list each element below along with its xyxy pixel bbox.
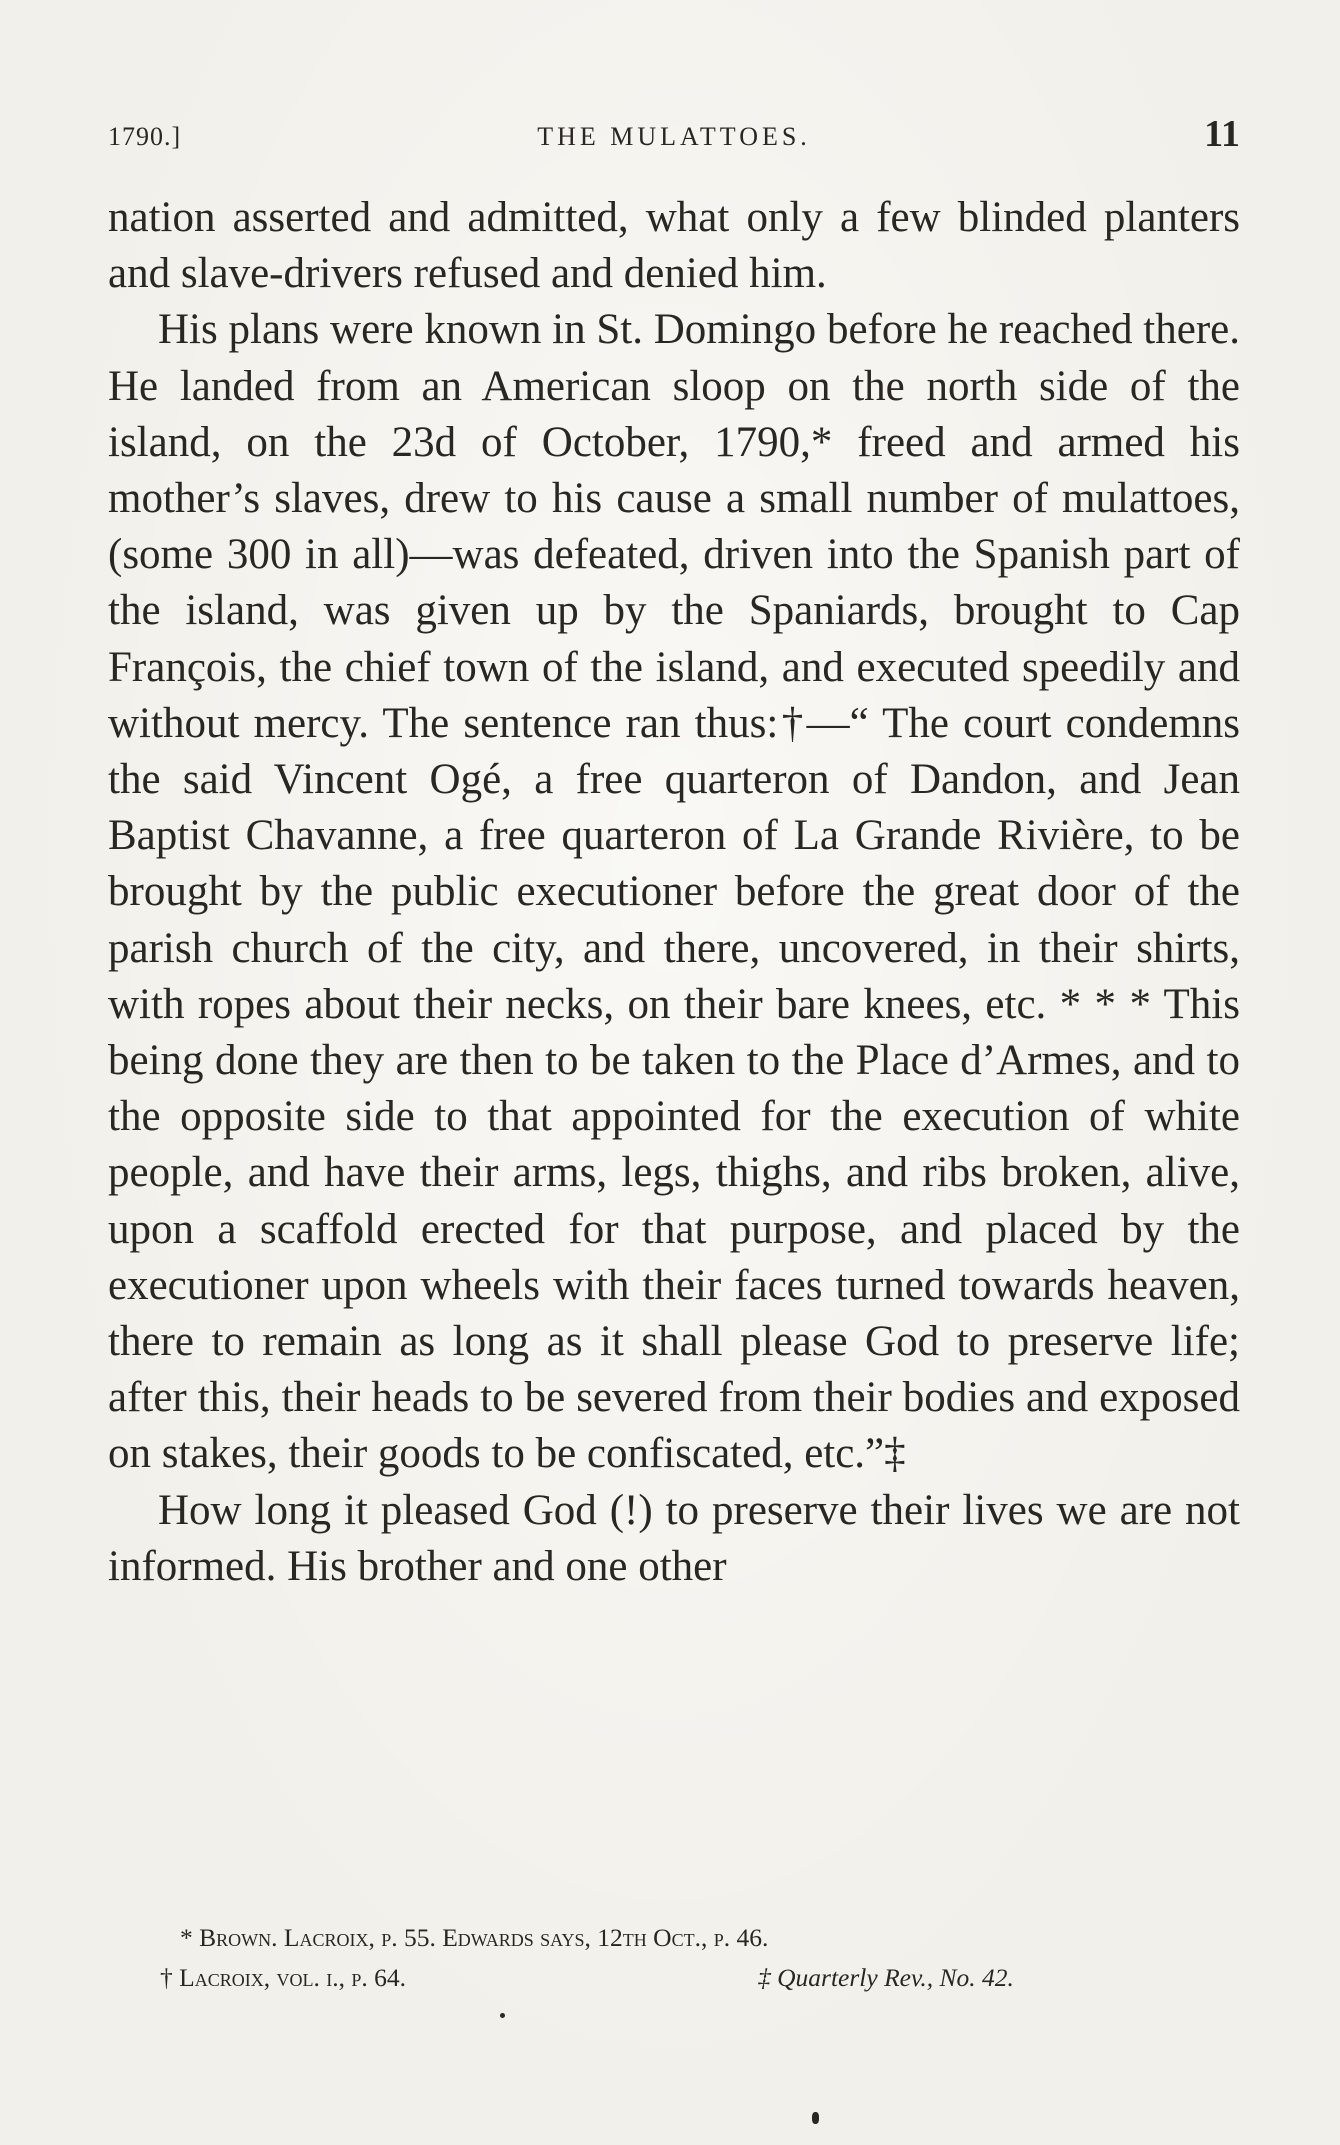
- running-head-year: 1790.]: [108, 122, 182, 151]
- footnote-quarterly-review: ‡ Quarterly Rev., No. 42.: [758, 1963, 1014, 1992]
- ink-speck: [500, 2013, 505, 2018]
- footnote-row-1: [108, 1918, 1240, 1958]
- page-number: 11: [1204, 113, 1240, 155]
- ink-speck: [812, 2112, 819, 2124]
- paragraph-continuation: nation asserted and admitted, what only a few blinded planters and slave-drivers refused and denied him.: [108, 194, 1240, 298]
- footnote-brown: * Brown. Lacroix, p. 55. Edwards says, 12th Oct., p. 46.: [180, 1923, 769, 1952]
- running-head-title: THE MULATTOES.: [537, 122, 811, 151]
- paragraph-oge-plans: His plans were known in St. Domingo before he reached there. He landed from an American sloop on the north side of the island, on the 23d of October, 1790,* freed and armed his mother’s slaves, drew to his cause a small number of mulattoes, (some 300 in all)—was defeated, driven into the Spanish part of the island, was given up by the Spaniards, brought to Cap François, the chief town of the island, and executed speedily and without mercy. The sentence ran thus:†—“ The court condemns the said Vincent Ogé, a free quarteron of Dandon, and Jean Baptist Chavanne, a free quarteron of La Grande Rivière, to be brought by the public executioner before the great door of the parish church of the city, and there, uncovered, in their shirts, with ropes about their necks, on their bare knees, etc. * * * This being done they are then to be taken to the Place d’Armes, and to the opposite side to that appointed for the execution of white people, and have their arms, legs, thighs, and ribs broken, alive, upon a scaffold erected for that purpose, and placed by the executioner upon wheels with their faces turned towards heaven, there to remain as long as it shall please God to preserve life; after this, their heads to be severed from their bodies and exposed on stakes, their goods to be confiscated, etc.”‡: [108, 306, 1240, 1478]
- footnote-lacroix: † Lacroix, vol. i., p. 64.: [160, 1963, 406, 1992]
- footnote-row-2: [108, 1958, 1240, 1998]
- paragraph-how-long: How long it pleased God (!) to preserve their lives we are not informed. His brother and one other: [108, 1486, 1240, 1590]
- running-head: [108, 112, 1240, 162]
- footnotes: [108, 1918, 1240, 1998]
- body-text: [108, 190, 1240, 1595]
